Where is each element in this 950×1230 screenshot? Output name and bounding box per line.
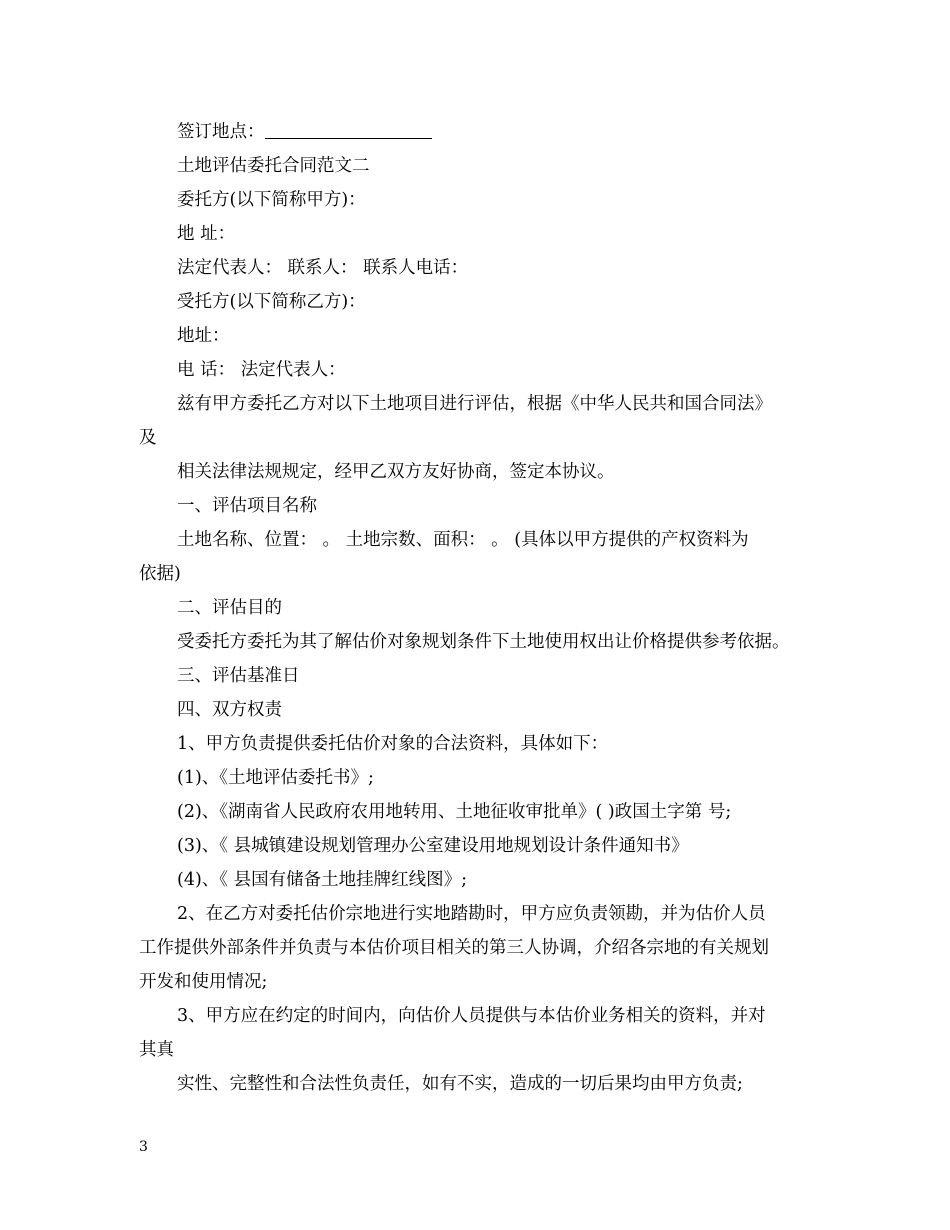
clause-2-line-1: 2、在乙方对委托估价宗地进行实地踏勘时，甲方应负责领勘，并为估价人员 bbox=[177, 904, 766, 924]
clause-3-line-1: 3、甲方应在约定的时间内，向估价人员提供与本估价业务相关的资料，并对 bbox=[177, 1006, 766, 1026]
preamble-line-2: 及 bbox=[139, 428, 157, 448]
contractor-heading: 受托方(以下简称乙方)： bbox=[177, 292, 366, 312]
clause-1-item-2: (2)、《湖南省人民政府农用地转用、土地征收审批单》( )政国土字第 号; bbox=[177, 802, 732, 822]
preamble-line-1: 兹有甲方委托乙方对以下土地项目进行评估，根据《中华人民共和国合同法》 bbox=[177, 394, 772, 414]
clause-3-line-3: 实性、完整性和合法性负责任，如有不实，造成的一切后果均由甲方负责; bbox=[177, 1074, 743, 1094]
section-1-line-2: 依据) bbox=[139, 564, 181, 584]
section-1-heading: 一、评估项目名称 bbox=[177, 496, 317, 516]
client-contacts: 法定代表人： 联系人： 联系人电话： bbox=[177, 258, 469, 278]
contractor-phone: 电 话： 法定代表人： bbox=[177, 360, 346, 380]
clause-1-item-1: (1)、《土地评估委托书》; bbox=[177, 768, 374, 788]
clause-1: 1、甲方负责提供委托估价对象的合法资料，具体如下： bbox=[177, 734, 609, 754]
section-1-line-1: 土地名称、位置： 。 土地宗数、面积： 。 (具体以甲方提供的产权资料为 bbox=[177, 530, 749, 550]
clause-1-item-4: (4)、《 县国有储备土地挂牌红线图》; bbox=[177, 870, 467, 890]
clause-2-line-3: 开发和使用情况; bbox=[139, 972, 268, 992]
section-3-heading: 三、评估基准日 bbox=[177, 666, 300, 686]
clause-2-line-2: 工作提供外部条件并负责与本估价项目相关的第三人协调，介绍各宗地的有关规划 bbox=[139, 938, 769, 958]
preamble-line-3: 相关法律法规规定，经甲乙双方友好协商，签定本协议。 bbox=[177, 462, 615, 482]
section-2-body: 受委托方委托为其了解估价对象规划条件下土地使用权出让价格提供参考依据。 bbox=[177, 632, 790, 652]
section-2-heading: 二、评估目的 bbox=[177, 598, 282, 618]
sign-place-label: 签订地点： bbox=[177, 122, 265, 142]
sign-place-line bbox=[177, 120, 432, 144]
section-4-heading: 四、双方权责 bbox=[177, 700, 282, 720]
contract-title: 土地评估委托合同范文二 bbox=[177, 156, 370, 176]
client-address: 地 址： bbox=[177, 224, 236, 244]
client-heading: 委托方(以下简称甲方)： bbox=[177, 190, 366, 210]
clause-1-item-3: (3)、《 县城镇建设规划管理办公室建设用地规划设计条件通知书》 bbox=[177, 836, 689, 856]
sign-place-blank bbox=[265, 120, 432, 139]
contractor-address: 地址： bbox=[177, 326, 230, 346]
clause-3-line-2: 其真 bbox=[139, 1040, 174, 1060]
page-number: 3 bbox=[139, 1139, 148, 1155]
